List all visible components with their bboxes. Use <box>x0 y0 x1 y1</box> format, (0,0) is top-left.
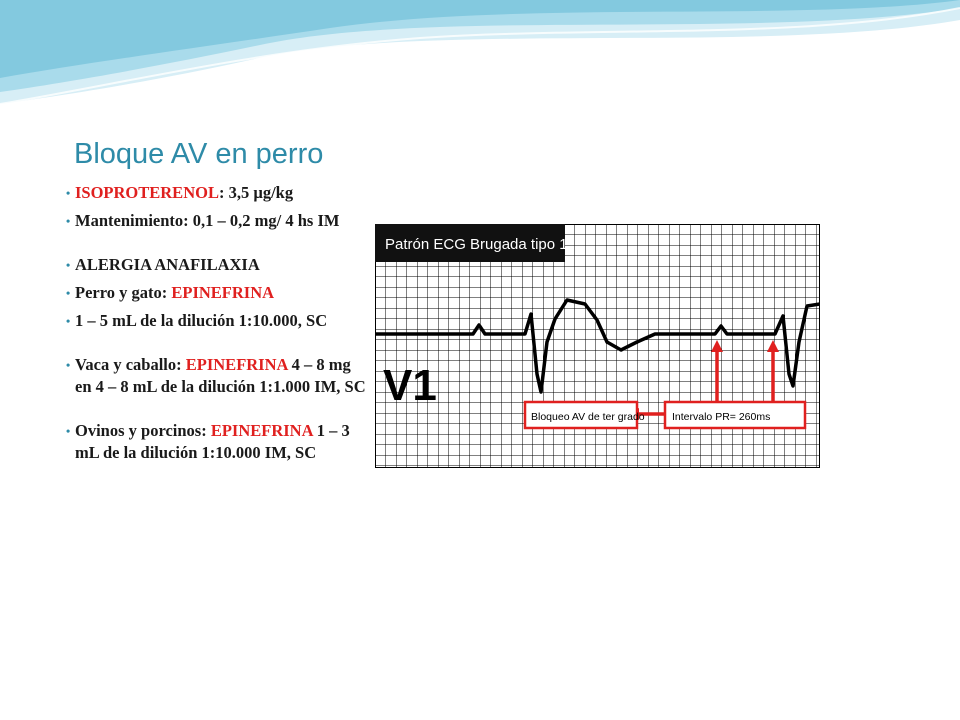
highlight-text: EPINEFRINA <box>210 421 313 440</box>
ecg-lead-label: V1 <box>383 361 437 410</box>
ecg-callout-av-block: Bloqueo AV de ter grado <box>531 411 645 423</box>
ecg-header-label: Patrón ECG Brugada tipo 1 <box>385 236 568 253</box>
bullet-text: 4 – 8 mg en 4 – 8 mL de la dilución 1:1.000 IM, SC <box>75 355 366 396</box>
bullet-text: Mantenimiento: 0,1 – 0,2 mg/ 4 hs IM <box>75 211 340 230</box>
slide-title: Bloque AV en perro <box>74 138 324 170</box>
bullet-item <box>66 354 366 398</box>
highlight-text: EPINEFRINA <box>171 283 275 302</box>
bullet-item <box>66 282 366 304</box>
bullet-text: : 3,5 µg/kg <box>218 183 294 202</box>
bullet-item <box>66 310 366 332</box>
bullet-text: ALERGIA ANAFILAXIA <box>75 255 260 274</box>
highlight-text: EPINEFRINA <box>185 355 288 374</box>
ecg-callout-pr-interval: Intervalo PR= 260ms <box>672 411 771 423</box>
header-wave-decoration <box>0 0 960 110</box>
bullet-item <box>66 420 366 464</box>
bullet-text: 1 – 5 mL de la dilución 1:10.000, SC <box>75 311 328 330</box>
bullet-text: Vaca y caballo: <box>75 355 186 374</box>
bullet-text: Perro y gato: <box>75 283 172 302</box>
bullet-item <box>66 182 366 204</box>
bullet-text: Ovinos y porcinos: <box>75 421 211 440</box>
highlight-text: ISOPROTERENOL <box>75 183 219 202</box>
bullet-item <box>66 254 366 276</box>
bullet-text: 1 – 3 mL de la dilución 1:10.000 IM, SC <box>75 421 350 462</box>
bullet-item <box>66 210 366 232</box>
ecg-image <box>375 224 820 468</box>
bullet-list <box>66 182 366 464</box>
